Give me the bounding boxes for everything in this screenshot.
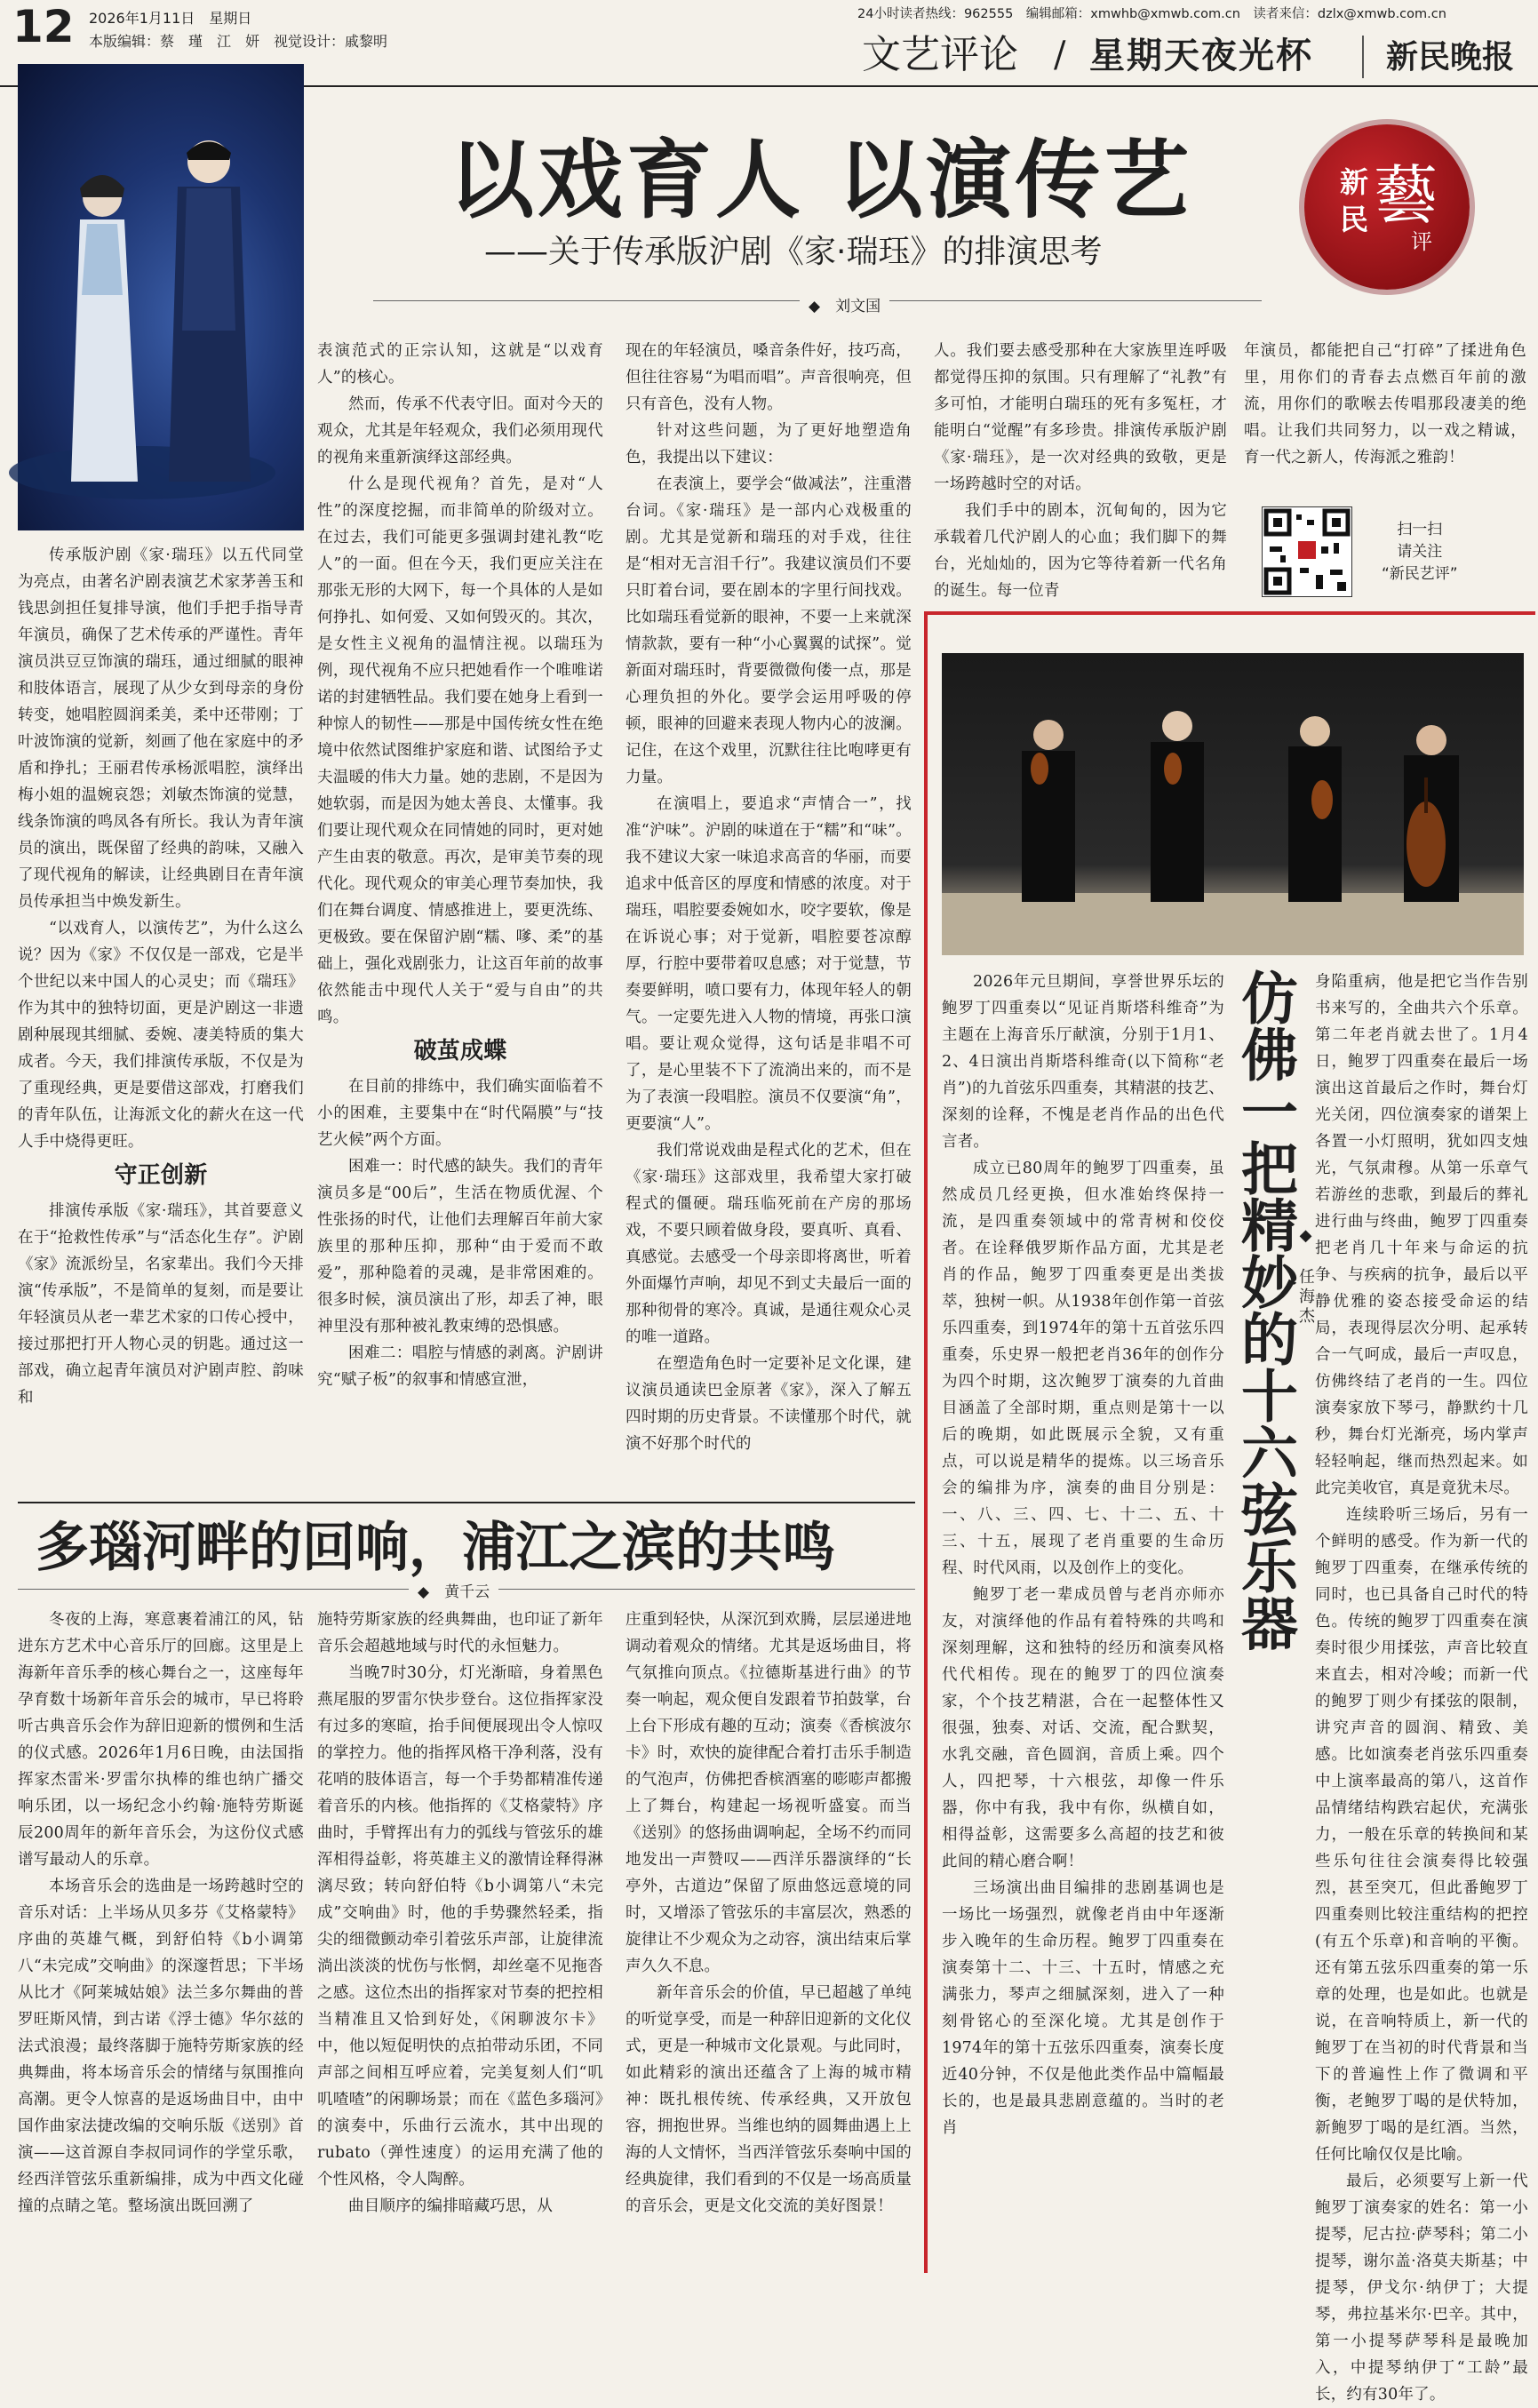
- paragraph: 新年音乐会的价值，早已超越了单纯的听觉享受，而是一种辞旧迎新的文化仪式，更是一种城市文化景观。与此同时，如此精彩的演出还蕴含了上海的城市精神：既扎根传统、传承经典，又开放包容，拥抱世界。当维也纳的圆舞曲遇上上海的人文情怀，当西洋管弦乐奏响中国的经典旋律，我们看到的不仅是一场高质量的音乐会，更是文化交流的美好图景！: [626, 1984, 912, 2215]
- paragraph: 困难二：唱腔与情感的剥离。沪剧讲究“赋子板”的叙事和情感宣泄，: [317, 1344, 603, 1389]
- qr-code[interactable]: [1262, 506, 1352, 597]
- article1-col2: [317, 338, 603, 1491]
- article3-author: ◆ 任海杰: [1296, 1226, 1315, 1327]
- paragraph: 冬夜的上海，寒意裹着浦江的风，钻进东方艺术中心音乐厅的回廊。这里是上海新年音乐季的核心舞台之一，这座每年孕育数十场新年音乐会的城市，早已将聆听古典音乐会作为辞旧迎新的惯例和生活的仪式感。2026年1月6日晚，由法国指挥家杰雷米·罗雷尔执棒的维也纳广播交响乐团，以一场纪念小约翰·施特劳斯诞辰200周年的新年音乐会，为这份仪式感谱写最动人的乐章。: [18, 1611, 304, 1869]
- masthead-divider: [1362, 36, 1364, 78]
- qr-caption-line3: “新民艺评”: [1382, 565, 1458, 583]
- paragraph: 排演传承版《家·瑞珏》，其首要意义在于“抢救性传承”与“活态化生存”。沪剧《家》流派纷呈，名家辈出。我们今天排演“传承版”，不是简单的复刻，而是要让年轻演员从老一辈艺术家的口传心授中，接过那把打开人物心灵的钥匙。通过这一部戏，确立起青年演员对沪剧声腔、韵味和: [18, 1202, 304, 1407]
- section-slash: /: [1054, 35, 1066, 76]
- paragraph: 针对这些问题，为了更好地塑造角色，我提出以下建议：: [626, 422, 912, 466]
- article3-col2: [1315, 969, 1528, 2404]
- performers-illustration: [18, 64, 304, 530]
- article3-title: 仿佛一把精妙的十六弦乐器: [1231, 969, 1297, 1651]
- section-title-right: 星期天夜光杯: [1089, 35, 1313, 76]
- paragraph: 2026年元旦期间，享誉世界乐坛的鲍罗丁四重奏以“见证肖斯塔科维奇”为主题在上海音乐厅献演，分别于1月1、2、4日演出肖斯塔科维奇(以下简称“老肖”)的九首弦乐四重奏，其精湛的技艺、深刻的诠释，不愧是老肖作品的出色代言者。: [942, 973, 1224, 1151]
- hotline-line: 24小时读者热线：962555 编辑邮箱：xmwhb@xmwb.com.cn 读者来信：dzlx@xmwb.com.cn: [857, 7, 1446, 21]
- paper-name: 新民晚报: [1386, 38, 1515, 76]
- paragraph: 施特劳斯家族的经典舞曲，也印证了新年音乐会超越地域与时代的永恒魅力。: [317, 1611, 603, 1655]
- subheading-shouzheng: 守正创新: [114, 1162, 208, 1189]
- paragraph: 身陷重病，他是把它当作告别书来写的，全曲共六个乐章。第二年老肖就去世了。1月4日，鲍罗丁四重奏在最后一场演出这首最后之作时，舞台灯光关闭，四位演奏家的谱架上各置一小灯照明，犹如四支烛光，气氛肃穆。从第一乐章气若游丝的悲歌，到最后的葬礼进行曲与终曲，鲍罗丁四重奏把老肖几十年来与命运的抗争、与疾病的抗争，最后以平静优雅的姿态接受命运的结局，表现得层次分明、起承转合一气呵成，最后一声叹息，仿佛终结了老肖的一生。四位演奏家放下琴弓，静默约十几秒，舞台灯光渐亮，场内掌声轻轻响起，继而热烈起来。如此完美收官，真是竟犹未尽。: [1315, 973, 1528, 1497]
- paragraph: 人。我们要去感受那种在大家族里连呼吸都觉得压抑的氛围。只有理解了“礼教”有多可怕，才能明白瑞珏的死有多冤枉，才能明白“觉醒”有多珍贵。排演传承版沪剧《家·瑞珏》，是一次对经典的致敬，更是一场跨越时空的对话。: [934, 342, 1227, 493]
- qr-caption-line1: 扫一扫: [1397, 521, 1443, 538]
- article2-col3: [626, 1607, 912, 2268]
- paragraph: 当晚7时30分，灯光渐暗，身着黑色燕尾服的罗雷尔快步登台。这位指挥家没有过多的寒暄，抬手间便展现出令人惊叹的掌控力。他的指挥风格干净利落，没有花哨的肢体语言，每一个手势都精准传递着音乐的内核。他指挥的《艾格蒙特》序曲时，手臂挥出有力的弧线与管弦乐的雄浑相得益彰，将英雄主义的激情诠释得淋漓尽致；转向舒伯特《b小调第八“未完成”交响曲》时，他的手势骤然轻柔，指尖的细微颤动牵引着弦乐声部，让旋律流淌出淡淡的忧伤与怅惘，却丝毫不见拖沓之感。这位杰出的指挥家对节奏的把控相当精准且又恰到好处，《闲聊波尔卡》中，他以短促明快的点拍带动乐团，不同声部之间相互呼应着，完美复刻人们“叽叽喳喳”的闲聊场景；而在《蓝色多瑙河》的演奏中，乐曲行云流水，其中出现的rubato（弹性速度）的运用充满了他的个性风格，令人陶醉。: [317, 1664, 603, 2189]
- section-title-left: 文艺评论: [862, 32, 1018, 77]
- article2-col1: [18, 1607, 304, 2268]
- paragraph: 在塑造角色时一定要补足文化课，建议演员通读巴金原著《家》，深入了解五四时期的历史背景。不读懂那个时代，就演不好那个时代的: [626, 1355, 912, 1453]
- subheading-pojian: 破茧成蝶: [413, 1038, 507, 1064]
- paragraph: 成立已80周年的鲍罗丁四重奏，虽然成员几经更换，但水准始终保持一流，是四重奏领域中的常青树和佼佼者。在诠释俄罗斯作品方面，尤其是老肖的作品，鲍罗丁四重奏更是出类拔萃，独树一帜。从1938年创作第一首弦乐四重奏，到1974年的第十五首弦乐四重奏，乐史界一般把老肖36年的创作分为四个时期，这次鲍罗丁演奏的九首曲目涵盖了全部时期，重点则是第十一以后的晚期，如此既展示全貌，又有重点，可以说是精华的提炼。以三场音乐会的编排为序，演奏的曲目分别是：一、八、三、四、七、十二、五、十三、十五，展现了老肖重要的生命历程、时代风雨，以及创作上的变化。: [942, 1160, 1224, 1577]
- article1-col5: [1244, 338, 1526, 498]
- paragraph: 我们手中的剧本，沉甸甸的，因为它承载着几代沪剧人的心血；我们脚下的舞台，光灿灿的，因为它等待着新一代名角的诞生。每一位青: [934, 502, 1227, 600]
- paragraph: 最后，必须要写上新一代鲍罗丁演奏家的姓名：第一小提琴，尼古拉·萨琴科；第二小提琴，谢尔盖·洛莫夫斯基；中提琴，伊戈尔·纳伊丁；大提琴，弗拉基米尔·巴辛。其中，第一小提琴萨琴科是最晚加入，中提琴纳伊丁“工龄”最长，约有30年了。: [1315, 2173, 1528, 2404]
- paragraph: “以戏育人，以演传艺”，为什么这么说？因为《家》不仅仅是一部戏，它是半个世纪以来中国人的心灵史；而《瑞珏》作为其中的独特切面，更是沪剧这一非遗剧种展现其细腻、委婉、凄美特质的集大成者。今天，我们排演传承版，不仅是为了重现经典，更是要借这部戏，打磨我们的青年队伍，让海派文化的薪火在这一代人手中烧得更旺。: [18, 920, 304, 1151]
- article1-col4: [934, 338, 1227, 604]
- date-line: 2026年1月11日 星期日: [89, 10, 252, 27]
- seal-char-yi: 藝: [1374, 158, 1438, 233]
- xinmin-art-review-seal: [1304, 124, 1470, 290]
- article1-col3: [626, 338, 912, 1491]
- paragraph: 曲目顺序的编排暗藏巧思，从: [348, 2197, 554, 2215]
- paragraph: 我们常说戏曲是程式化的艺术，但在《家·瑞珏》这部戏里，我希望大家打破程式的僵硬。瑞珏临死前在产房的那场戏，不要只顾着做身段，要真听、真看、真感觉。去感受一个母亲即将离世，听着外面爆竹声响，却见不到丈夫最后一面的那种彻骨的寒冷。真诚，是通往观众心灵的唯一道路。: [626, 1142, 912, 1346]
- opera-stage-photo: [18, 64, 304, 530]
- quartet-illustration: [942, 653, 1524, 955]
- article2-author: ◆ 黄千云: [409, 1579, 498, 1601]
- qr-caption: [1382, 519, 1458, 586]
- paragraph: 鲍罗丁老一辈成员曾与老肖亦师亦友，对演绎他的作品有着特殊的共鸣和深刻理解，这和独特的经历和演奏风格代代相传。现在的鲍罗丁的四位演奏家，个个技艺精湛，合在一起整体性又很强，独奏、对话、交流，配合默契，水乳交融，音色圆润，音质上乘。四个人，四把琴，十六根弦，却像一件乐器，你中有我，我中有你，纵横自如，相得益彰，这需要多么高超的技艺和彼此间的精心磨合啊！: [942, 1586, 1224, 1870]
- page-number: 12: [12, 1, 75, 52]
- seal-char-min: 民: [1340, 203, 1369, 236]
- paragraph: 在目前的排练中，我们确实面临着不小的困难，主要集中在“时代隔膜”与“技艺火候”两个方面。: [317, 1078, 603, 1149]
- qr-caption-line2: 请关注: [1397, 543, 1443, 561]
- seal-char-ping: 评: [1411, 229, 1432, 254]
- article1-col1: [18, 542, 304, 1491]
- paragraph: 年演员，都能把自己“打碎”了揉进角色里，用你们的青春去点燃百年前的激流，用你们的歌喉去传唱那段凄美的绝唱。让我们共同努力，以一戏之精诚，育一代之新人，传海派之雅韵！: [1244, 342, 1526, 466]
- paragraph: 连续聆听三场后，另有一个鲜明的感受。作为新一代的鲍罗丁四重奏，在继承传统的同时，也已具备自己时代的特色。传统的鲍罗丁四重奏在演奏时很少用揉弦，声音比较直来直去，相对冷峻；而新一代的鲍罗丁则少有揉弦的限制，讲究声音的圆润、精致、美感。比如演奏老肖弦乐四重奏中上演率最高的第八，这首作品情绪结构跌宕起伏，充满张力，一般在乐章的转换间和某些乐句往往会演奏得比较强烈，甚至突兀，但此番鲍罗丁四重奏则比较注重结构的把控(有五个乐章)和音响的平衡。还有第五弦乐四重奏的第一乐章的处理，也是如此。也就是说，在音响特质上，新一代的鲍罗丁在当初的时代背景和当下的普遍性上作了微调和平衡，老鲍罗丁喝的是伏特加，新鲍罗丁喝的是红酒。当然，任何比喻仅仅是比喻。: [1315, 1506, 1528, 2164]
- article1-subtitle: ——关于传承版沪剧《家·瑞珏》的排演思考: [484, 234, 1103, 270]
- editors-line: 本版编辑：蔡 瑾 江 妍 视觉设计：戚黎明: [89, 33, 388, 50]
- paragraph: 传承版沪剧《家·瑞珏》以五代同堂为亮点，由著名沪剧表演艺术家茅善玉和钱思剑担任复排导演，他们手把手指导青年演员，确保了艺术传承的严谨性。青年演员洪豆豆饰演的瑞珏，通过细腻的眼神和肢体语言，展现了从少女到母亲的身份转变，她唱腔圆润柔美，柔中还带刚；丁叶波饰演的觉新，刻画了他在家庭中的矛盾和挣扎；王丽君传承杨派唱腔，演绎出梅小姐的温婉哀怨；刘敏杰饰演的觉慧，线条饰演的鸣凤各有所长。我认为青年演员的演出，既保留了经典的韵味，又融入了现代视角的解读，让经典剧目在青年演员传承担当中焕发新生。: [18, 546, 304, 911]
- article2-title: 多瑙河畔的回响，浦江之滨的共鸣: [36, 1517, 835, 1579]
- paragraph: 庄重到轻快，从深沉到欢腾，层层递进地调动着观众的情绪。尤其是返场曲目，将气氛推向顶点。《拉德斯基进行曲》的节奏一响起，观众便自发跟着节拍鼓掌，台上台下形成有趣的互动；演奏《香槟波尔卡》时，欢快的旋律配合着打击乐手制造的气泡声，仿佛把香槟酒塞的嘭嘭声都搬上了舞台，构建起一场视听盛宴。而当《送别》的悠扬曲调响起，全场不约而同地发出一声赞叹——西洋乐器演绎的“长亭外，古道边”保留了原曲悠远意境的同时，又增添了管弦乐的丰富层次，熟悉的旋律让不少观众为之动容，演出结束后掌声久久不息。: [626, 1611, 912, 1975]
- paragraph: 困难一：时代感的缺失。我们的青年演员多是“00后”，生活在物质优渥、个性张扬的时代，让他们去理解百年前大家族里的那种压抑，那种“由于爱而不敢爱”，那种隐着的灵魂，是非常困难的。很多时候，演员演出了形，却丢了神，眼神里没有那种被礼教束缚的恐惧感。: [317, 1158, 603, 1336]
- article2-col2: [317, 1607, 603, 2268]
- article1-title: 以戏育人 以演传艺: [449, 131, 1193, 230]
- paragraph: 在表演上，要学会“做减法”，注重潜台词。《家·瑞珏》是一部内心戏极重的剧。尤其是觉新和瑞珏的对手戏，往往是“相对无言泪千行”。我建议演员们不要只盯着台词，要在剧本的字里行间找戏。比如瑞珏看觉新的眼神，不要一上来就深情款款，要有一种“小心翼翼的试探”。觉新面对瑞珏时，背要微微佝偻一点，那是心理负担的外化。要学会运用呼吸的停顿，眼神的回避来表现人物内心的波澜。记住，在这个戏里，沉默往往比咆哮更有力量。: [626, 475, 912, 786]
- seal-char-xin: 新: [1340, 165, 1369, 199]
- string-quartet-photo: [942, 653, 1524, 955]
- paragraph: 三场演出曲目编排的悲剧基调也是一场比一场强烈，就像老肖由中年逐渐步入晚年的生命历程。鲍罗丁四重奏在演奏第十二、十三、十五时，情感之充满张力，琴声之细腻深刻，进入了一种刻骨铭心的至深化境。尤其是创作于1974年的第十五弦乐四重奏，演奏长度近40分钟，不仅是他此类作品中篇幅最长的，也是最具悲剧意蕴的。当时的老肖: [942, 1879, 1224, 2137]
- paragraph: 现在的年轻演员，嗓音条件好，技巧高，但往往容易“为唱而唱”。声音很响亮，但只有音色，没有人物。: [626, 342, 912, 413]
- article3-col1: [942, 969, 1224, 2266]
- paragraph: 在演唱上，要追求“声情合一”，找准“沪味”。沪剧的味道在于“糯”和“味”。我不建议大家一味追求高音的华丽，而要追求中低音区的厚度和情感的浓度。对于瑞珏，唱腔要委婉如水，咬字要软，像是在诉说心事；对于觉新，唱腔要苍凉醇厚，行腔中要带着叹息感；对于觉慧，节奏要鲜明，喷口要有力，体现年轻人的朝气。一定要先进入人物的情境，再张口演唱。要让观众觉得，这句话是非唱不可了，是心里装不下了流淌出来的，而不是为了表演一段唱腔。演员不仅要演“角”，更要演“人”。: [626, 795, 912, 1133]
- article1-author: ◆ 刘文国: [800, 293, 889, 315]
- qr-pattern: [1263, 507, 1351, 596]
- paragraph: 表演范式的正宗认知，这就是“以戏育人”的核心。: [317, 342, 603, 387]
- article2-top-rule: [18, 1502, 915, 1503]
- paragraph: 什么是现代视角？首先，是对“人性”的深度挖掘，而非简单的阶级对立。在过去，我们可能更多强调封建礼教“吃人”的一面。但在今天，我们更应关注在那张无形的大网下，每一个具体的人是如何挣扎、如何爱、又如何毁灭的。其次，是女性主义视角的温情注视。以瑞珏为例，现代视角不应只把她看作一个唯唯诺诺的封建牺牲品。我们要在她身上看到一种惊人的韧性——那是中国传统女性在绝境中依然试图维护家庭和谐、试图给予丈夫温暖的伟大力量。她的悲剧，不是因为她软弱，而是因为她太善良、太懂事。我们要让现代观众在同情她的同时，更对她产生由衷的敬意。再次，是审美节奏的现代化。现代观众的审美心理节奏加快，我们在舞台调度、情感推进上，要更洗练、更极致。要在保留沪剧“糯、嗲、柔”的基础上，强化戏剧张力，让这百年前的故事依然能击中现代人关于“爱与自由”的共鸣。: [317, 475, 603, 1026]
- paragraph: 然而，传承不代表守旧。面对今天的观众，尤其是年轻观众，我们必须用现代的视角来重新演绎这部经典。: [317, 395, 603, 466]
- paragraph: 本场音乐会的选曲是一场跨越时空的音乐对话：上半场从贝多芬《艾格蒙特》序曲的英雄气概，到舒伯特《b小调第八“未完成”交响曲》的深邃哲思；下半场从比才《阿莱城姑娘》法兰多尔舞曲的普罗旺斯风情，到古诺《浮士德》华尔兹的法式浪漫；最终落脚于施特劳斯家族的经典舞曲，将本场音乐会的情绪与氛围推向高潮。更令人惊喜的是返场曲目中，由中国作曲家法捷改编的交响乐版《送别》首演——这首源自李叔同词作的学堂乐歌，经西洋管弦乐重新编排，成为中西文化碰撞的点睛之笔。整场演出既回溯了: [18, 1878, 304, 2215]
